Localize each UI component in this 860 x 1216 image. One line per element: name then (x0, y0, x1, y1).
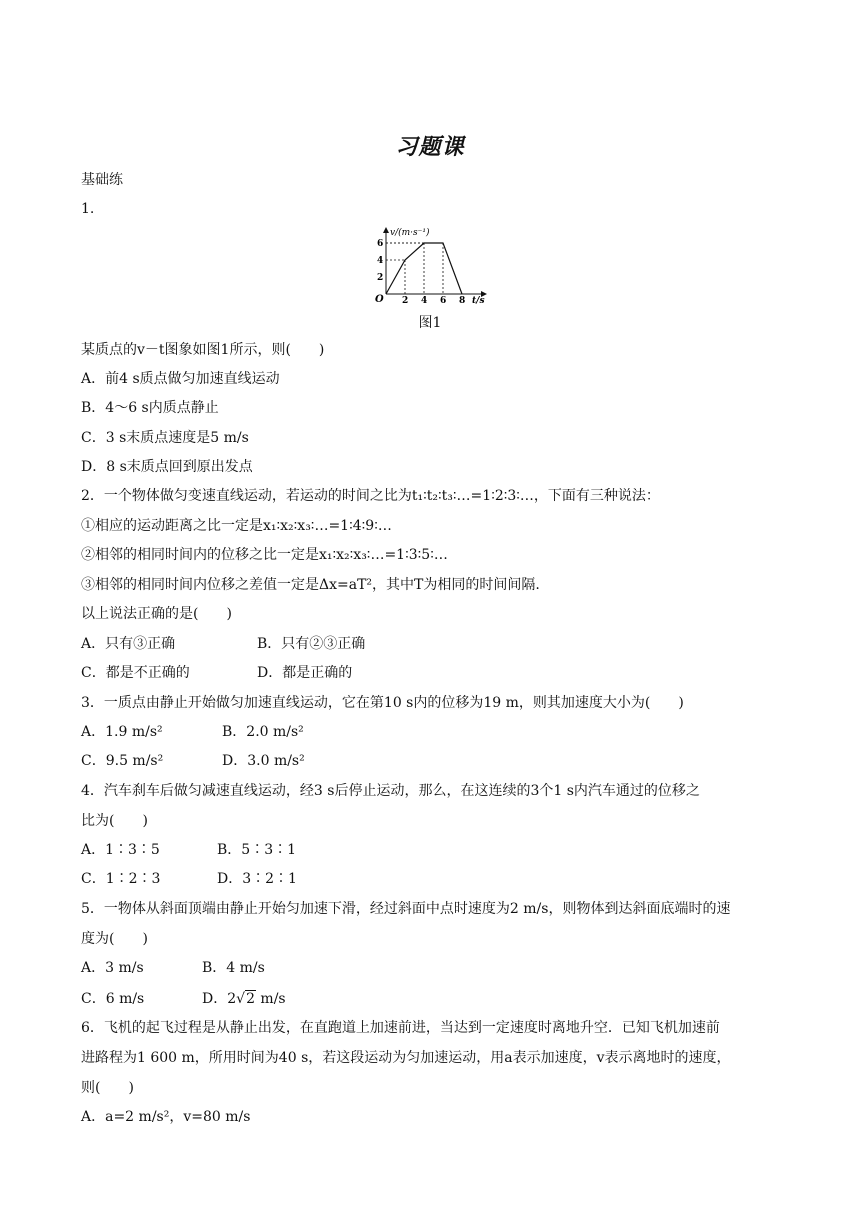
y-axis-label: v/(m·s⁻¹) (390, 228, 430, 238)
x-axis-label: t/s (472, 296, 485, 306)
q4-option-c: C．1∶2∶3 (81, 871, 161, 887)
q1-option-c: C．3 s末质点速度是5 m/s (81, 430, 249, 446)
q3-stem: 3．一质点由静止开始做匀加速直线运动，它在第10 s内的位移为19 m，则其加速度大小为( ) (81, 695, 684, 711)
x-tick-label: 8 (459, 296, 466, 306)
q4-option-a: A．1∶3∶5 (81, 842, 160, 858)
q4-option-d: D．3∶2∶1 (217, 871, 297, 887)
q1-number: 1. (81, 201, 95, 217)
q2-option-c: C．都是不正确的 (81, 665, 190, 681)
y-tick-label: 6 (377, 239, 384, 249)
section-heading: 基础练 (81, 172, 123, 188)
q6-stem-line2: 进路程为1 600 m，所用时间为40 s，若这段运动为匀加速运动，用a表示加速度，v表示离地时的速度， (81, 1050, 731, 1066)
q6-stem-line3: 则( ) (81, 1080, 134, 1096)
q5-option-a: A．3 m/s (81, 960, 144, 976)
q5-stem-line1: 5．一物体从斜面顶端由静止开始匀加速下滑，经过斜面中点时速度为2 m/s，则物体到达斜面底端时的速 (81, 901, 731, 917)
q3-option-d: D．3.0 m/s² (222, 753, 305, 769)
q6-stem-line1: 6．飞机的起飞过程是从静止出发，在直跑道上加速前进，当达到一定速度时离地升空．已知飞机加速前 (81, 1020, 720, 1036)
q4-stem-line2: 比为( ) (81, 813, 148, 829)
q2-ask: 以上说法正确的是( ) (81, 606, 232, 622)
q6-option-a: A．a=2 m/s²，v=80 m/s (81, 1109, 251, 1125)
q3-option-c: C．9.5 m/s² (81, 753, 164, 769)
x-tick-label: 6 (440, 296, 447, 306)
q2-option-d: D．都是正确的 (257, 665, 353, 681)
q2-statement-3: ③相邻的相同时间内位移之差值一定是Δx=aT²，其中T为相同的时间间隔. (81, 577, 540, 593)
q3-option-a: A．1.9 m/s² (81, 724, 163, 740)
q1-option-a: A．前4 s质点做匀加速直线运动 (81, 371, 280, 387)
q1-stem: 某质点的v－t图象如图1所示，则( ) (81, 342, 325, 358)
y-tick-label: 4 (377, 256, 384, 266)
q2-option-b: B．只有②③正确 (257, 636, 366, 652)
q1-option-d: D．8 s末质点回到原出发点 (81, 459, 253, 475)
x-tick-label: 4 (421, 296, 428, 306)
x-tick-label: 2 (402, 296, 409, 306)
page-title: 习题课 (395, 134, 465, 160)
q2-statement-1: ①相应的运动距离之比一定是x₁∶x₂∶x₃∶…=1∶4∶9∶… (81, 518, 392, 534)
sqrt-radicand: 2 (246, 991, 255, 1007)
q1-option-b: B．4～6 s内质点静止 (81, 400, 219, 416)
figure-caption: 图1 (418, 315, 442, 331)
vt-graph-figure (372, 222, 492, 306)
y-tick-label: 2 (377, 273, 384, 283)
q2-statement-2: ②相邻的相同时间内的位移之比一定是x₁∶x₂∶x₃∶…=1∶3∶5∶… (81, 547, 448, 563)
q5-option-d-prefix: D．2 (202, 991, 237, 1007)
q5-option-d (202, 989, 286, 1009)
q5-option-d-unit: m/s (255, 991, 286, 1007)
q5-stem-line2: 度为( ) (81, 931, 148, 947)
q5-option-b: B．4 m/s (202, 960, 265, 976)
origin-label: O (375, 294, 384, 305)
q4-option-b: B．5∶3∶1 (217, 842, 297, 858)
q4-stem-line1: 4．汽车刹车后做匀减速直线运动，经3 s后停止运动，那么，在这连续的3个1 s内汽车通过的位移之 (81, 783, 700, 799)
vt-graph (372, 222, 492, 306)
q5-option-c: C．6 m/s (81, 991, 145, 1007)
q2-stem: 2．一个物体做匀变速直线运动，若运动的时间之比为t₁∶t₂∶t₃∶…=1∶2∶3∶…，下面有三种说法： (81, 488, 660, 504)
sqrt-symbol: √2 (236, 991, 255, 1007)
q3-option-b: B．2.0 m/s² (222, 724, 304, 740)
q2-option-a: A．只有③正确 (81, 636, 176, 652)
